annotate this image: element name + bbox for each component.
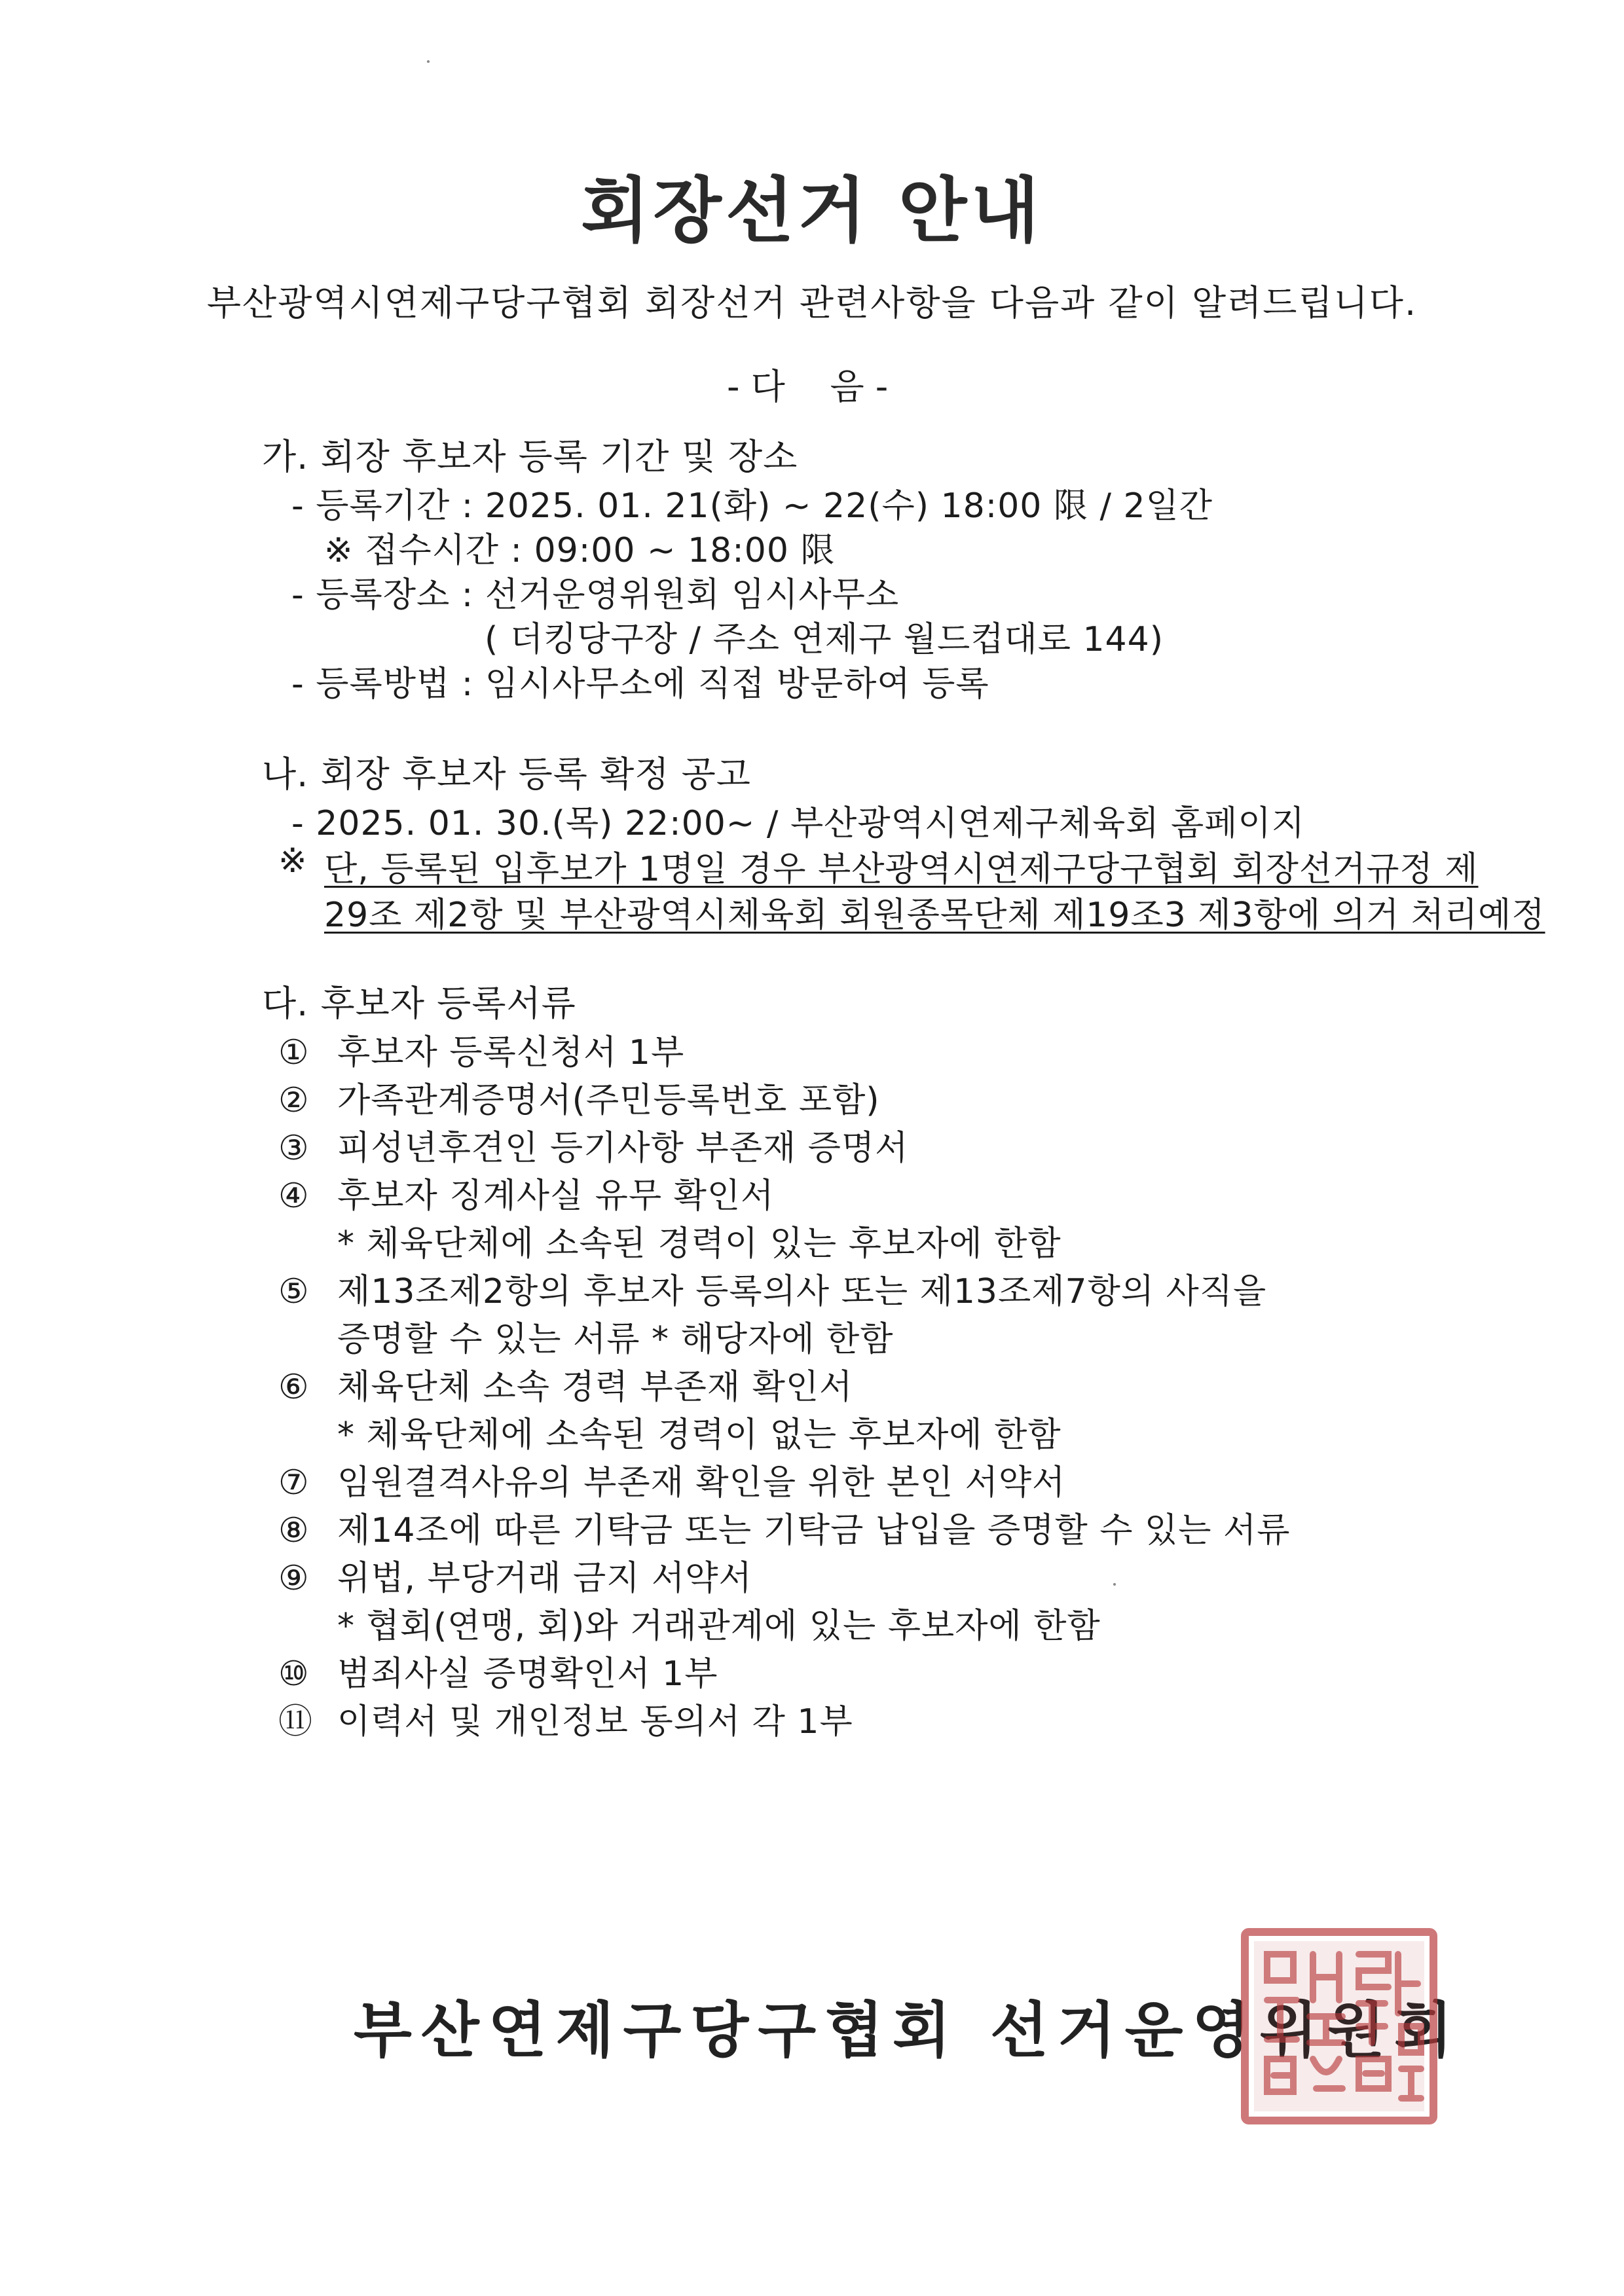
document-item bbox=[278, 1694, 853, 1743]
document-item bbox=[278, 1072, 880, 1121]
item-number: ⑩ bbox=[278, 1654, 310, 1694]
intro-text: 부산광역시연제구당구협회 회장선거 관련사항을 다음과 같이 알려드립니다. bbox=[206, 282, 1418, 323]
item-number: ④ bbox=[278, 1176, 310, 1216]
document-item-note bbox=[278, 1598, 1101, 1647]
document-item bbox=[278, 1120, 908, 1169]
item-text: 후보자 등록신청서 1부 bbox=[337, 1033, 685, 1072]
item-number: ② bbox=[278, 1081, 310, 1120]
item-text: 위법, 부당거래 금지 서약서 bbox=[337, 1559, 752, 1598]
item-text: 제13조제2항의 후보자 등록의사 또는 제13조제7항의 사직을 bbox=[337, 1272, 1267, 1311]
item-number: ⑦ bbox=[278, 1463, 310, 1503]
item-text: 가족관계증명서(주민등록번호 포함) bbox=[337, 1081, 880, 1120]
item-number: ⑧ bbox=[278, 1511, 310, 1550]
document-item bbox=[278, 1168, 774, 1217]
item-text: * 체육단체에 소속된 경력이 없는 후보자에 한함 bbox=[337, 1415, 1061, 1455]
item-number: ⑪ bbox=[278, 1702, 314, 1741]
item-text: 후보자 징계사실 유무 확인서 bbox=[337, 1176, 775, 1216]
item-text: 증명할 수 있는 서류 * 해당자에 한함 bbox=[337, 1320, 894, 1359]
item-number: ③ bbox=[278, 1129, 310, 1168]
document-item bbox=[278, 1359, 853, 1408]
scan-speck bbox=[1113, 1583, 1116, 1586]
section-ga-line: - 등록방법 : 임시사무소에 직접 방문하여 등록 bbox=[291, 665, 989, 704]
scan-speck bbox=[427, 60, 430, 63]
item-text: 임원결격사유의 부존재 확인을 위한 본인 서약서 bbox=[337, 1463, 1066, 1503]
document-item-note bbox=[278, 1216, 1061, 1265]
section-ga-line: - 등록기간 : 2025. 01. 21(화) ~ 22(수) 18:00 限 / 2일간 bbox=[291, 486, 1213, 526]
issuer-name: 부산연제구당구협회 선거운영위원회 bbox=[354, 1995, 1462, 2066]
item-text: * 협회(연맹, 회)와 거래관계에 있는 후보자에 한함 bbox=[337, 1607, 1101, 1646]
section-da-heading: 다. 후보자 등록서류 bbox=[262, 983, 576, 1024]
document-item bbox=[278, 1646, 718, 1695]
section-na-line: - 2025. 01. 30.(목) 22:00~ / 부산광역시연제구체육회 홈페이지 bbox=[291, 804, 1305, 843]
item-text: 체육단체 소속 경력 부존재 확인서 bbox=[337, 1368, 853, 1407]
note-text: 단, 등록된 입후보가 1명일 경우 부산광역시연제구당구협회 회장선거규정 제 bbox=[324, 850, 1479, 889]
item-text: 범죄사실 증명확인서 1부 bbox=[337, 1654, 718, 1694]
item-text: * 체육단체에 소속된 경력이 있는 후보자에 한함 bbox=[337, 1224, 1061, 1264]
item-text: 피성년후견인 등기사항 부존재 증명서 bbox=[337, 1129, 909, 1168]
section-na-heading: 나. 회장 후보자 등록 확정 공고 bbox=[262, 754, 751, 795]
section-ga-heading: 가. 회장 후보자 등록 기간 및 장소 bbox=[262, 436, 798, 477]
note-text: 29조 제2항 및 부산광역시체육회 회원종목단체 제19조3 제3항에 의거 처리예정 bbox=[324, 896, 1545, 935]
document-item-note bbox=[278, 1407, 1061, 1456]
document-item bbox=[278, 1503, 1291, 1552]
document-item bbox=[278, 1025, 684, 1074]
document-item bbox=[278, 1264, 1266, 1313]
document-item-note bbox=[278, 1311, 893, 1360]
note-mark: ※ bbox=[278, 841, 308, 881]
official-seal-stamp bbox=[1241, 1928, 1437, 2124]
section-ga-line: - 등록장소 : 선거운영위원회 임시사무소 bbox=[291, 575, 900, 615]
page-title: 회장선거 안내 bbox=[581, 170, 1043, 252]
section-ga-line: ※ 접수시간 : 09:00 ~ 18:00 限 bbox=[324, 531, 836, 570]
item-text: 제14조에 따른 기탁금 또는 기탁금 납입을 증명할 수 있는 서류 bbox=[337, 1511, 1291, 1550]
document-item bbox=[278, 1550, 752, 1599]
document-item bbox=[278, 1455, 1065, 1504]
item-text: 이력서 및 개인정보 동의서 각 1부 bbox=[337, 1702, 853, 1741]
item-number: ⑤ bbox=[278, 1272, 310, 1311]
item-number: ⑨ bbox=[278, 1559, 310, 1598]
item-number: ① bbox=[278, 1033, 310, 1072]
item-number: ⑥ bbox=[278, 1368, 310, 1407]
daeum-heading: - 다 음 - bbox=[727, 366, 889, 407]
section-ga-line: ( 더킹당구장 / 주소 연제구 월드컵대로 144) bbox=[485, 620, 1164, 659]
